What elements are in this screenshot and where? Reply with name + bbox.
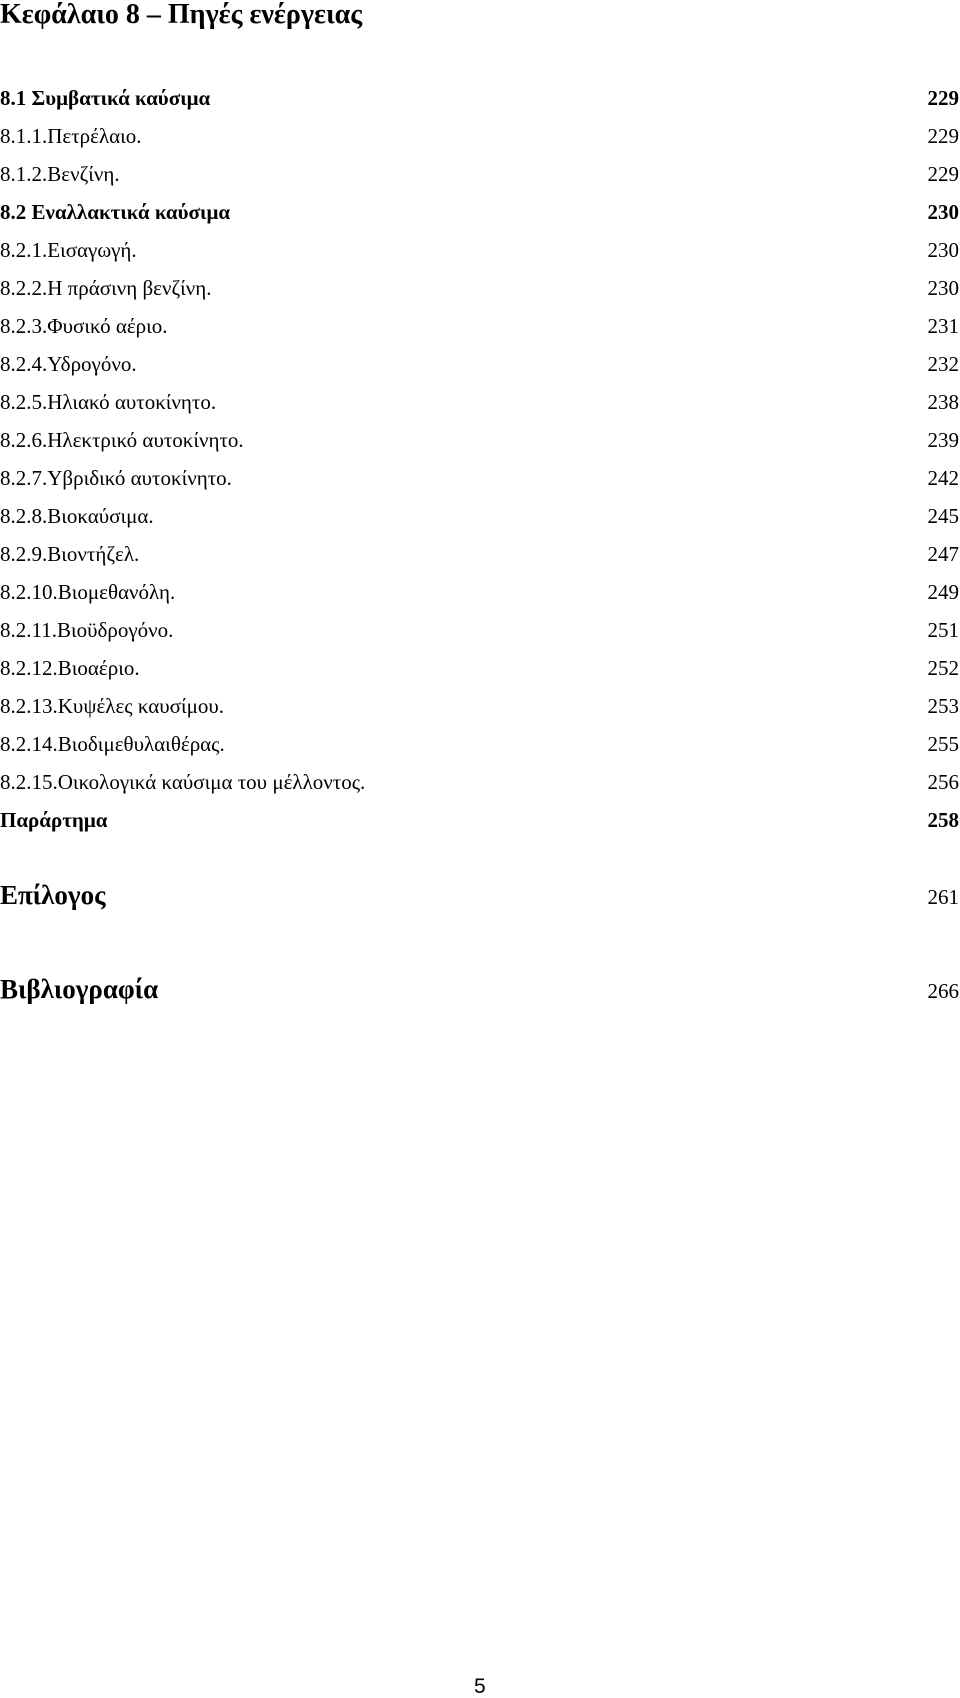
toc-entry-page: 258	[927, 808, 959, 832]
toc-entry-label: 8.1 Συμβατικά καύσιμα	[0, 86, 211, 110]
toc-entry	[0, 880, 959, 912]
toc-entry	[0, 542, 959, 566]
toc-entry-page: 238	[927, 390, 959, 414]
toc-entry-label: 8.2 Εναλλακτικά καύσιμα	[0, 200, 231, 224]
toc-entry-page: 252	[927, 656, 959, 680]
toc-entry-label: Παράρτημα	[0, 808, 108, 832]
toc-entry	[0, 580, 959, 604]
toc-entry-label: 8.2.3.Φυσικό αέριο.	[0, 314, 168, 338]
toc-entry-label: 8.2.1.Εισαγωγή.	[0, 238, 137, 262]
toc-entry	[0, 808, 959, 832]
toc-entry-page: 239	[927, 428, 959, 452]
page-number: 5	[474, 1675, 486, 1698]
toc-entry-page: 230	[927, 238, 959, 262]
toc-entry-page: 231	[927, 314, 959, 338]
toc-entry-label: 8.2.2.Η πράσινη βενζίνη.	[0, 276, 212, 300]
toc-entry	[0, 974, 959, 1006]
toc-entry	[0, 276, 959, 300]
toc-entry	[0, 732, 959, 756]
toc-entry	[0, 162, 959, 186]
toc-entry-label: 8.2.15.Οικολογικά καύσιμα του μέλλοντος.	[0, 770, 366, 794]
toc-entry	[0, 314, 959, 338]
toc-entry-label: 8.2.5.Ηλιακό αυτοκίνητο.	[0, 390, 217, 414]
toc-entry-label: Επίλογος	[0, 880, 106, 910]
toc-entry	[0, 466, 959, 490]
toc-entry	[0, 238, 959, 262]
toc-entry-label: 8.2.9.Βιοντήζελ.	[0, 542, 140, 566]
toc-entry-page: 230	[927, 276, 959, 300]
toc-entry-page: 247	[927, 542, 959, 566]
toc-entry-label: 8.2.6.Ηλεκτρικό αυτοκίνητο.	[0, 428, 244, 452]
toc-entry-page: 251	[927, 618, 959, 642]
toc-entry-page: 245	[927, 504, 959, 528]
toc-entry-page: 249	[927, 580, 959, 604]
toc-entry	[0, 428, 959, 452]
toc-entry	[0, 86, 959, 110]
toc-entry	[0, 770, 959, 794]
chapter-title: Κεφάλαιο 8 – Πηγές ενέργειας	[0, 0, 363, 30]
toc-entry-page: 266	[927, 979, 959, 1003]
toc-entry	[0, 352, 959, 376]
toc-entry	[0, 504, 959, 528]
toc-entry-label: 8.2.8.Βιοκαύσιμα.	[0, 504, 154, 528]
toc-entry	[0, 618, 959, 642]
toc-entry-page: 242	[927, 466, 959, 490]
toc-entry-label: 8.2.14.Βιοδιμεθυλαιθέρας.	[0, 732, 225, 756]
toc-entry-page: 256	[927, 770, 959, 794]
toc-entry-page: 253	[927, 694, 959, 718]
toc-entry	[0, 200, 959, 224]
toc-entry	[0, 390, 959, 414]
toc-entry-label: 8.2.10.Βιομεθανόλη.	[0, 580, 176, 604]
toc-entry-page: 232	[927, 352, 959, 376]
toc-entry-page: 229	[927, 162, 959, 186]
toc-entry-page: 229	[927, 124, 959, 148]
toc-entry-page: 230	[927, 200, 959, 224]
toc-entry	[0, 124, 959, 148]
toc-entry-label: 8.2.4.Υδρογόνο.	[0, 352, 137, 376]
toc-entry-label: Βιβλιογραφία	[0, 974, 159, 1004]
toc-entry	[0, 694, 959, 718]
toc-entry-label: 8.2.11.Βιοϋδρογόνο.	[0, 618, 174, 642]
toc-entry-page: 229	[927, 86, 959, 110]
toc-entry-label: 8.2.13.Κυψέλες καυσίμου.	[0, 694, 225, 718]
toc-entry-page: 255	[927, 732, 959, 756]
toc-entry-label: 8.1.1.Πετρέλαιο.	[0, 124, 142, 148]
toc-entry-label: 8.2.7.Υβριδικό αυτοκίνητο.	[0, 466, 232, 490]
toc-entry-label: 8.1.2.Βενζίνη.	[0, 162, 120, 186]
toc-entry-label: 8.2.12.Βιοαέριο.	[0, 656, 140, 680]
toc-entry	[0, 656, 959, 680]
toc-entry-page: 261	[927, 885, 959, 909]
